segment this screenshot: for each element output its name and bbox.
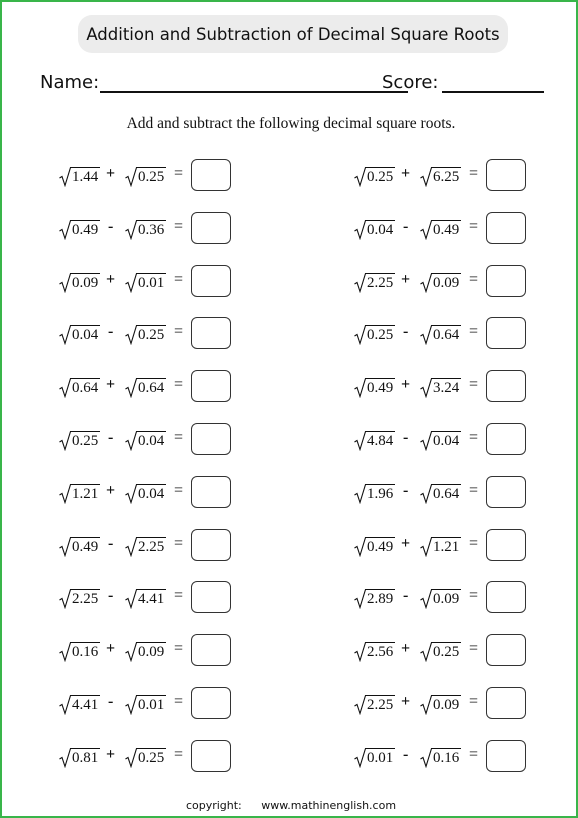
- problem-item: [59, 581, 299, 615]
- operator-sign: +: [106, 482, 116, 499]
- radicand-value: 0.64: [433, 327, 460, 343]
- radicand-value: 2.25: [367, 697, 394, 713]
- problem-item: [354, 634, 578, 668]
- radicand-value: 0.25: [367, 327, 394, 343]
- radicand-value: 0.25: [138, 327, 165, 343]
- problem-item: [354, 212, 578, 246]
- equals-sign: =: [469, 482, 479, 499]
- problem-item: [354, 317, 578, 351]
- operator-sign: -: [108, 587, 114, 604]
- operator-sign: -: [108, 429, 114, 446]
- operator-sign: -: [403, 323, 409, 340]
- operator-sign: +: [401, 165, 411, 182]
- equals-sign: =: [469, 746, 479, 763]
- problem-item: [59, 687, 299, 721]
- answer-box[interactable]: [486, 687, 526, 719]
- answer-box[interactable]: [191, 212, 231, 244]
- radicand-value: 3.24: [433, 380, 460, 396]
- answer-box[interactable]: [191, 423, 231, 455]
- operator-sign: +: [401, 693, 411, 710]
- answer-box[interactable]: [486, 740, 526, 772]
- radicand-value: 1.44: [72, 169, 99, 185]
- radicand-value: 0.01: [367, 750, 394, 766]
- operator-sign: -: [403, 429, 409, 446]
- operator-sign: -: [403, 746, 409, 763]
- answer-box[interactable]: [486, 634, 526, 666]
- operator-sign: +: [401, 271, 411, 288]
- equals-sign: =: [174, 218, 184, 235]
- problem-item: [59, 212, 299, 246]
- equals-sign: =: [469, 429, 479, 446]
- radicand-value: 0.16: [72, 644, 99, 660]
- radicand-value: 0.09: [433, 275, 460, 291]
- problem-item: [59, 740, 299, 774]
- problem-item: [59, 423, 299, 457]
- operator-sign: +: [401, 535, 411, 552]
- equals-sign: =: [174, 640, 184, 657]
- name-score-row: [40, 72, 550, 98]
- operator-sign: -: [108, 693, 114, 710]
- answer-box[interactable]: [191, 159, 231, 191]
- problem-item: [59, 529, 299, 563]
- answer-box[interactable]: [486, 476, 526, 508]
- radicand-value: 4.41: [138, 591, 165, 607]
- answer-box[interactable]: [486, 423, 526, 455]
- radicand-value: 2.89: [367, 591, 394, 607]
- operator-sign: +: [106, 165, 116, 182]
- radicand-value: 0.49: [72, 222, 99, 238]
- problem-item: [354, 529, 578, 563]
- site-link[interactable]: www.mathinenglish.com: [261, 799, 397, 812]
- problem-item: [354, 159, 578, 193]
- radicand-value: 0.25: [433, 644, 460, 660]
- operator-sign: +: [401, 376, 411, 393]
- problem-item: [354, 423, 578, 457]
- problem-item: [59, 370, 299, 404]
- radicand-value: 0.64: [138, 380, 165, 396]
- name-label: Name:: [40, 72, 100, 93]
- operator-sign: +: [106, 376, 116, 393]
- problem-item: [354, 370, 578, 404]
- instructions-text: Add and subtract the following decimal square roots.: [126, 115, 456, 132]
- radicand-value: 0.04: [433, 433, 460, 449]
- answer-box[interactable]: [486, 212, 526, 244]
- answer-box[interactable]: [191, 740, 231, 772]
- answer-box[interactable]: [486, 265, 526, 297]
- answer-box[interactable]: [191, 581, 231, 613]
- radicand-value: 0.25: [138, 169, 165, 185]
- radicand-value: 0.04: [138, 433, 165, 449]
- radicand-value: 0.64: [433, 486, 460, 502]
- answer-box[interactable]: [191, 529, 231, 561]
- problem-item: [354, 581, 578, 615]
- problem-item: [354, 687, 578, 721]
- equals-sign: =: [174, 693, 184, 710]
- radicand-value: 0.04: [138, 486, 165, 502]
- radicand-value: 0.09: [433, 697, 460, 713]
- operator-sign: -: [108, 218, 114, 235]
- radicand-value: 0.09: [138, 644, 165, 660]
- operator-sign: +: [401, 640, 411, 657]
- equals-sign: =: [469, 535, 479, 552]
- radicand-value: 1.21: [72, 486, 99, 502]
- equals-sign: =: [174, 323, 184, 340]
- radicand-value: 1.96: [367, 486, 394, 502]
- score-label: Score:: [382, 72, 439, 93]
- radicand-value: 0.25: [138, 750, 165, 766]
- equals-sign: =: [469, 271, 479, 288]
- operator-sign: -: [108, 323, 114, 340]
- operator-sign: -: [403, 587, 409, 604]
- worksheet-title: Addition and Subtraction of Decimal Square Roots: [78, 15, 508, 53]
- radicand-value: 2.25: [138, 539, 165, 555]
- score-field[interactable]: [442, 91, 544, 93]
- radicand-value: 0.49: [367, 380, 394, 396]
- answer-box[interactable]: [486, 581, 526, 613]
- radicand-value: 1.21: [433, 539, 460, 555]
- name-field[interactable]: [100, 91, 408, 93]
- radicand-value: 0.01: [138, 697, 165, 713]
- radicand-value: 0.09: [72, 275, 99, 291]
- operator-sign: +: [106, 271, 116, 288]
- radicand-value: 0.81: [72, 750, 99, 766]
- problem-item: [59, 476, 299, 510]
- radicand-value: 2.56: [367, 644, 394, 660]
- answer-box[interactable]: [191, 265, 231, 297]
- problem-item: [354, 476, 578, 510]
- equals-sign: =: [174, 746, 184, 763]
- radicand-value: 0.49: [72, 539, 99, 555]
- radicand-value: 0.49: [433, 222, 460, 238]
- equals-sign: =: [469, 640, 479, 657]
- radicand-value: 0.25: [367, 169, 394, 185]
- copyright-label: copyright:: [185, 799, 242, 812]
- radicand-value: 4.84: [367, 433, 394, 449]
- radicand-value: 6.25: [433, 169, 460, 185]
- radicand-value: 0.64: [72, 380, 99, 396]
- radicand-value: 0.01: [138, 275, 165, 291]
- equals-sign: =: [174, 482, 184, 499]
- answer-box[interactable]: [191, 687, 231, 719]
- problem-item: [59, 317, 299, 351]
- equals-sign: =: [469, 376, 479, 393]
- answer-box[interactable]: [191, 370, 231, 402]
- equals-sign: =: [174, 429, 184, 446]
- operator-sign: +: [106, 640, 116, 657]
- equals-sign: =: [174, 271, 184, 288]
- operator-sign: -: [403, 482, 409, 499]
- radicand-value: 0.36: [138, 222, 165, 238]
- answer-box[interactable]: [191, 317, 231, 349]
- equals-sign: =: [174, 165, 184, 182]
- answer-box[interactable]: [486, 317, 526, 349]
- problem-item: [59, 265, 299, 299]
- equals-sign: =: [174, 376, 184, 393]
- operator-sign: +: [106, 746, 116, 763]
- equals-sign: =: [174, 535, 184, 552]
- operator-sign: -: [108, 535, 114, 552]
- problem-item: [59, 159, 299, 193]
- answer-box[interactable]: [486, 370, 526, 402]
- problem-item: [354, 265, 578, 299]
- radicand-value: 0.16: [433, 750, 460, 766]
- radicand-value: 0.09: [433, 591, 460, 607]
- footer: [2, 799, 578, 812]
- problem-item: [354, 740, 578, 774]
- equals-sign: =: [469, 693, 479, 710]
- radicand-value: 4.41: [72, 697, 99, 713]
- equals-sign: =: [469, 218, 479, 235]
- answer-box[interactable]: [486, 529, 526, 561]
- radicand-value: 0.04: [72, 327, 99, 343]
- radicand-value: 0.04: [367, 222, 394, 238]
- radicand-value: 0.49: [367, 539, 394, 555]
- answer-box[interactable]: [191, 476, 231, 508]
- radicand-value: 2.25: [72, 591, 99, 607]
- answer-box[interactable]: [486, 159, 526, 191]
- equals-sign: =: [469, 323, 479, 340]
- answer-box[interactable]: [191, 634, 231, 666]
- radicand-value: 2.25: [367, 275, 394, 291]
- problem-item: [59, 634, 299, 668]
- equals-sign: =: [174, 587, 184, 604]
- equals-sign: =: [469, 165, 479, 182]
- radicand-value: 0.25: [72, 433, 99, 449]
- equals-sign: =: [469, 587, 479, 604]
- operator-sign: -: [403, 218, 409, 235]
